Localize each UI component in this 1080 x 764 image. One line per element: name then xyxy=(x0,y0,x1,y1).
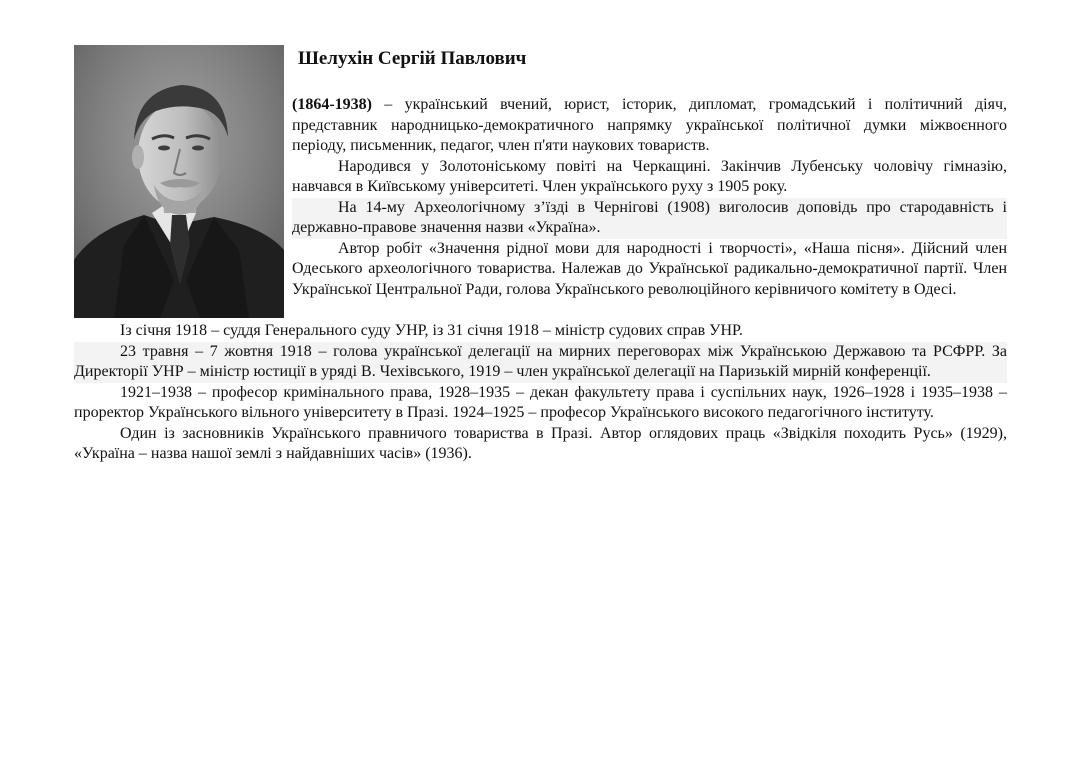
portrait-photo xyxy=(74,45,284,318)
side-text-column xyxy=(292,95,1007,300)
intro-paragraph xyxy=(292,95,1007,157)
paragraph-works: Автор робіт «Значення рідної мови для народності і творчості», «Наша пісня». Дійсний член Одеського археологічного товариства. Належав до Української радикально-демократичної партії. Член Української Центральної Ради, голова Українського революційного керівничого комітету в Одесі. xyxy=(292,239,1007,298)
paragraph-delegation: 23 травня – 7 жовтня 1918 – голова української делегації на мирних переговорах між Українською Державою та РСФРР. За Директорії УНР – міністр юстиції в уряді В. Чехівського, 1919 – член української делегації на Паризькій мирній конференції. xyxy=(74,342,1007,383)
full-text-column xyxy=(74,321,1007,465)
paragraph-professor: 1921–1938 – професор кримінального права, 1928–1935 – декан факультету права і суспільних наук, 1926–1928 і 1935–1938 – проректор Українського вільного університету в Празі. 1924–1925 – професор Українського високого педагогічного інституту. xyxy=(74,383,1007,421)
paragraph-founder: Один із засновників Українського правничого товариства в Празі. Автор оглядових праць «Звідкіля походить Русь» (1929), «Україна – назва нашої землі з найдавніших часів» (1936). xyxy=(74,424,1007,462)
paragraph-congress: На 14-му Археологічному з’їзді в Чернігові (1908) виголосив доповідь про стародавність і державно-правове значення назви «Україна». xyxy=(292,198,1007,239)
page-title: Шелухін Сергій Павлович xyxy=(298,48,527,69)
intro-text: – український вчений, юрист, історик, дипломат, громадський і політичний діяч, представник народницько-демократичного напрямку української політичної думки міжвоєнного періоду, письменник, педагог, член п'яти наукових товариств. xyxy=(292,96,1007,154)
paragraph-court: Із січня 1918 – суддя Генерального суду УНР, із 31 січня 1918 – міністр судових справ УНР. xyxy=(120,322,743,339)
paragraph-birth: Народився у Золотоніському повіті на Черкащині. Закінчив Лубенську чоловічу гімназію, навчався в Київському університеті. Член українського руху з 1905 року. xyxy=(292,157,1007,195)
portrait-photo-icon xyxy=(74,45,284,318)
life-years: (1864-1938) xyxy=(292,96,372,113)
